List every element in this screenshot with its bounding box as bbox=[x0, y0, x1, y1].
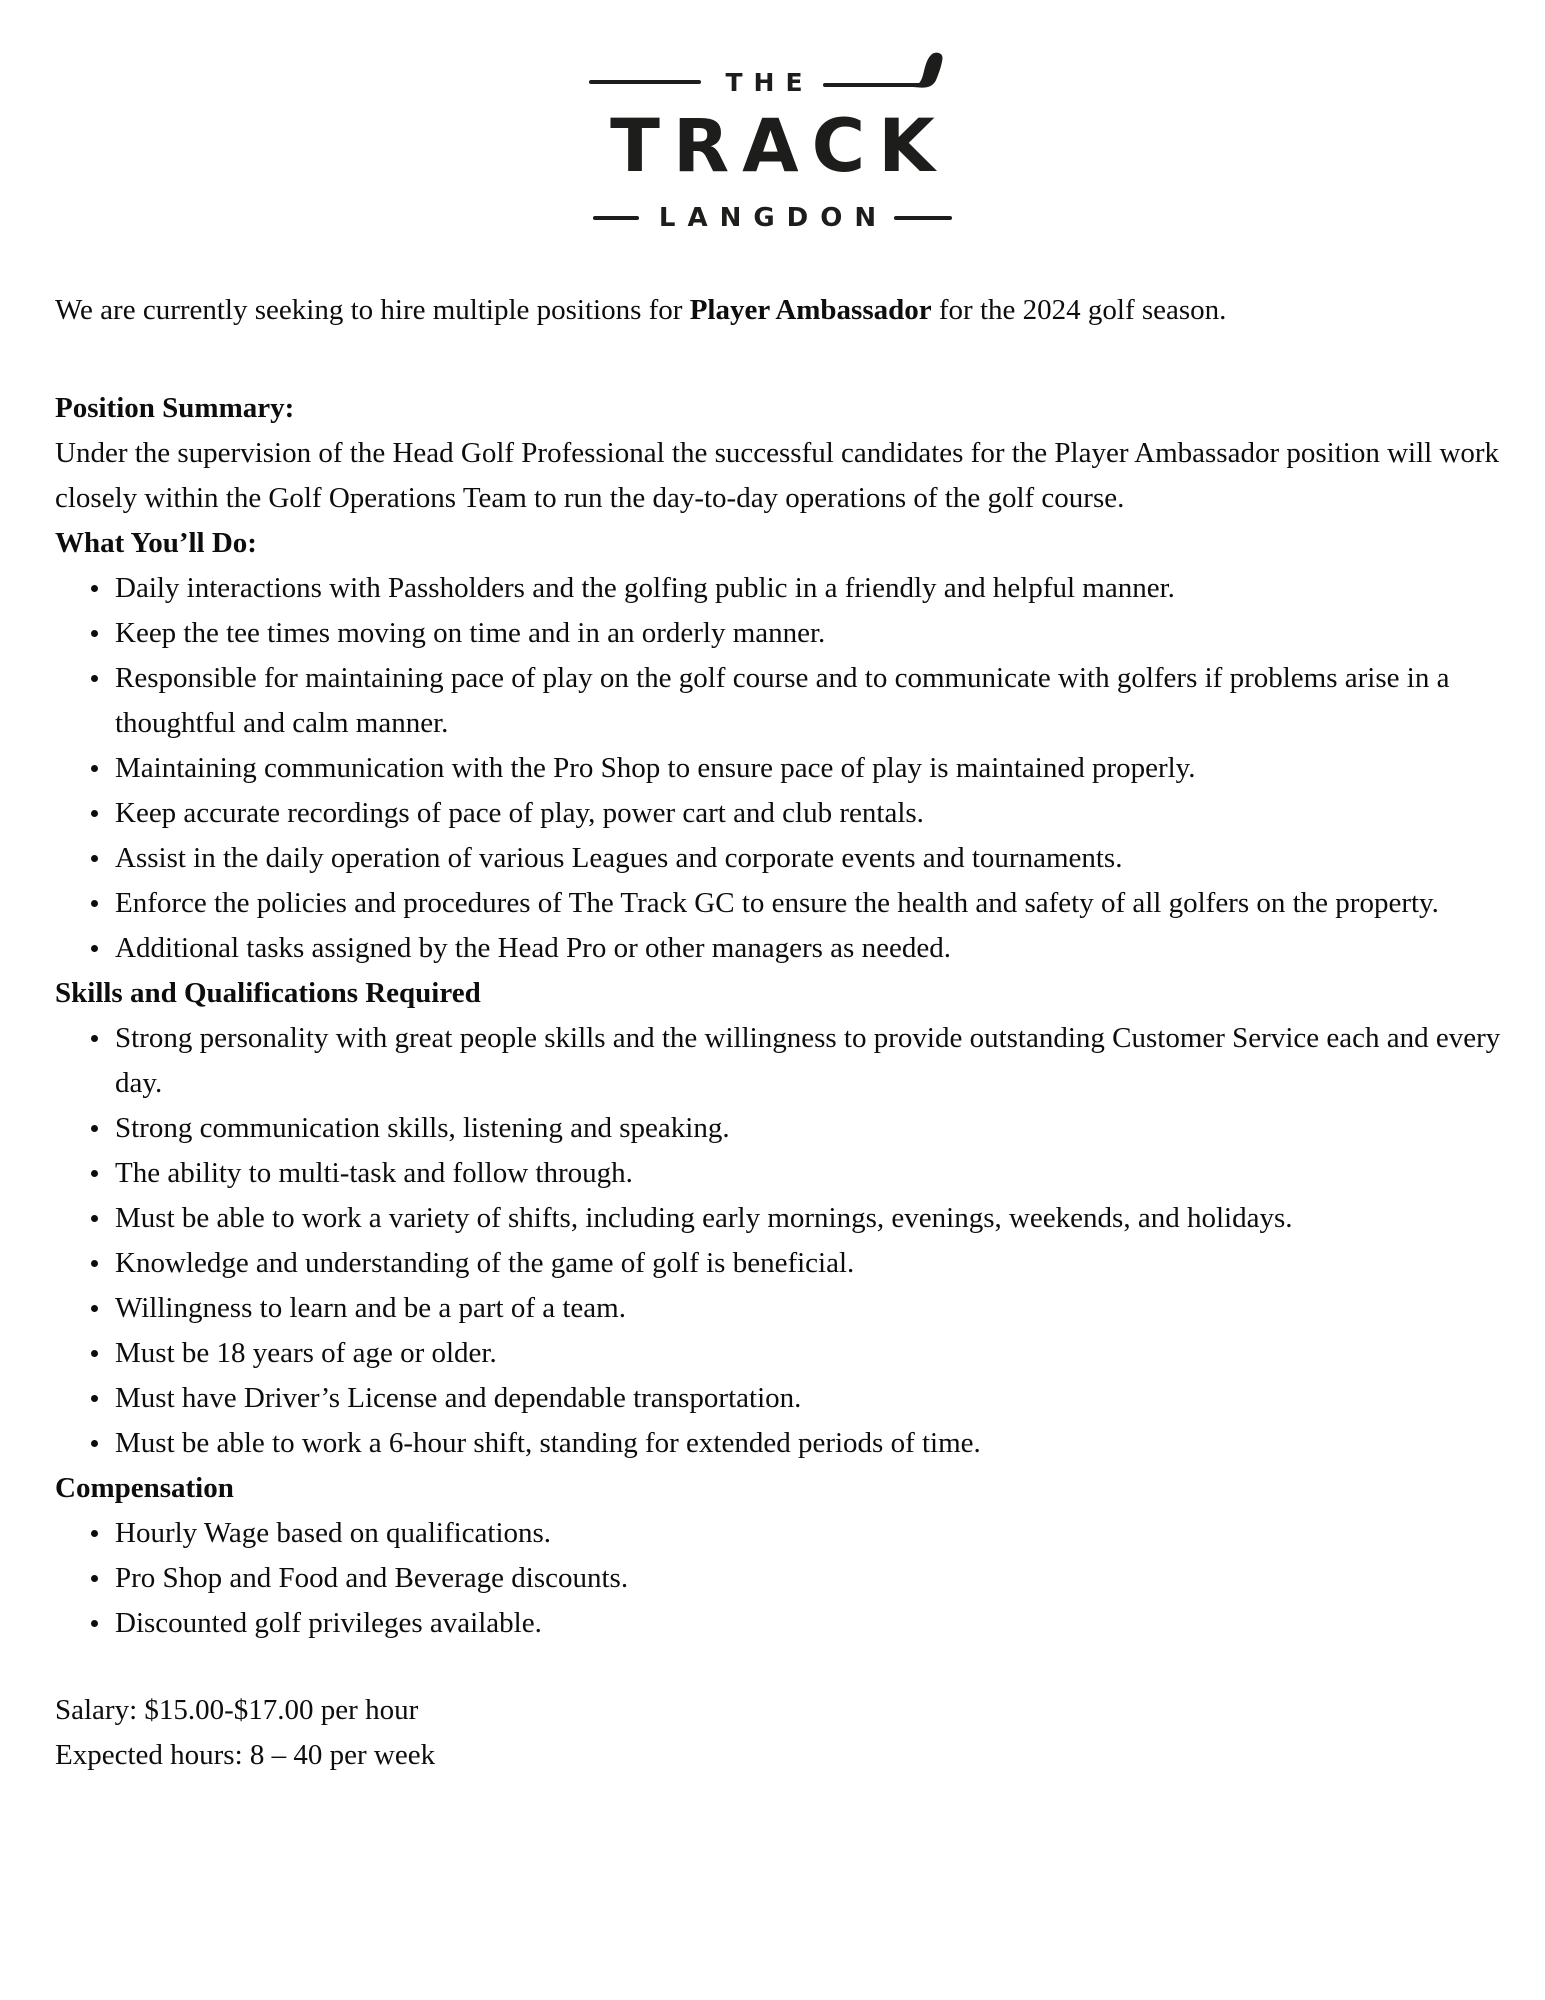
bullet-dot bbox=[91, 765, 98, 772]
left-dash bbox=[593, 216, 639, 220]
bullet-dot bbox=[91, 1620, 98, 1627]
bullet-text: Hourly Wage based on qualifications. bbox=[115, 1517, 552, 1549]
bullet-dot bbox=[91, 1395, 98, 1402]
intro-paragraph bbox=[55, 288, 1518, 333]
left-rule bbox=[589, 80, 701, 84]
bullet-dot bbox=[91, 630, 98, 637]
intro-text-after: for the 2024 golf season. bbox=[931, 294, 1227, 326]
list-item bbox=[55, 1106, 1518, 1151]
bullet-text: Responsible for maintaining pace of play on the golf course and to communicate with golfers if problems arise in a thoughtful and calm manner. bbox=[115, 662, 1450, 739]
bullet-text: Maintaining communication with the Pro Shop to ensure pace of play is maintained properly. bbox=[115, 752, 1196, 784]
bullet-text: Knowledge and understanding of the game of golf is beneficial. bbox=[115, 1247, 855, 1279]
heading-position-summary: Position Summary: bbox=[55, 392, 295, 424]
bullet-dot bbox=[91, 945, 98, 952]
heading-compensation: Compensation bbox=[55, 1472, 234, 1504]
bullet-dot bbox=[91, 1575, 98, 1582]
bullet-text: Assist in the daily operation of various Leagues and corporate events and tournaments. bbox=[115, 842, 1123, 874]
bullet-text: Additional tasks assigned by the Head Pro or other managers as needed. bbox=[115, 932, 951, 964]
bullet-text: Keep accurate recordings of pace of play, power cart and club rentals. bbox=[115, 797, 924, 829]
heading-what-youll-do: What You’ll Do: bbox=[55, 527, 257, 559]
bullet-dot bbox=[91, 675, 98, 682]
list-item bbox=[55, 1016, 1518, 1106]
intro-position-name: Player Ambassador bbox=[689, 294, 932, 326]
intro-text-before: We are currently seeking to hire multiple positions for bbox=[55, 294, 690, 326]
bullet-dot bbox=[91, 1035, 98, 1042]
bullet-text: The ability to multi-task and follow through. bbox=[115, 1157, 633, 1189]
list-item bbox=[55, 746, 1518, 791]
bullet-text: Daily interactions with Passholders and the golfing public in a friendly and helpful manner. bbox=[115, 572, 1175, 604]
bullet-text: Strong communication skills, listening and speaking. bbox=[115, 1112, 730, 1144]
bullet-text: Discounted golf privileges available. bbox=[115, 1607, 542, 1639]
logo-top-row bbox=[589, 58, 955, 106]
bullet-dot bbox=[91, 1350, 98, 1357]
skills-qualifications-list bbox=[55, 1016, 1518, 1466]
list-item bbox=[55, 656, 1518, 746]
logo-langdon-label: LANGDON bbox=[658, 203, 889, 233]
list-item bbox=[55, 881, 1518, 926]
list-item bbox=[55, 1286, 1518, 1331]
list-item bbox=[55, 791, 1518, 836]
list-item bbox=[55, 1196, 1518, 1241]
bullet-dot bbox=[91, 1305, 98, 1312]
bullet-dot bbox=[91, 1260, 98, 1267]
bullet-dot bbox=[91, 585, 98, 592]
bullet-dot bbox=[91, 1440, 98, 1447]
document-body bbox=[55, 288, 1518, 1778]
bullet-dot bbox=[91, 1125, 98, 1132]
track-langdon-logo bbox=[0, 58, 1545, 231]
expected-hours-line: Expected hours: 8 – 40 per week bbox=[55, 1739, 436, 1771]
heading-skills-qualifications: Skills and Qualifications Required bbox=[55, 977, 481, 1009]
bullet-text: Must be 18 years of age or older. bbox=[115, 1337, 497, 1369]
bullet-text: Pro Shop and Food and Beverage discounts. bbox=[115, 1562, 629, 1594]
list-item bbox=[55, 1241, 1518, 1286]
right-dash bbox=[894, 216, 952, 220]
compensation-list bbox=[55, 1511, 1518, 1646]
list-item bbox=[55, 611, 1518, 656]
list-item bbox=[55, 1376, 1518, 1421]
bullet-dot bbox=[91, 1170, 98, 1177]
position-summary-paragraph: Under the supervision of the Head Golf Professional the successful candidates for the Player Ambassador position will work closely within the Golf Operations Team to run the day-to-day operations of the golf course. bbox=[55, 437, 1500, 514]
list-item bbox=[55, 1421, 1518, 1466]
bullet-dot bbox=[91, 900, 98, 907]
list-item bbox=[55, 836, 1518, 881]
bullet-dot bbox=[91, 855, 98, 862]
bullet-text: Willingness to learn and be a part of a team. bbox=[115, 1292, 626, 1324]
logo-the-label: THE bbox=[725, 67, 814, 97]
bullet-text: Strong personality with great people skills and the willingness to provide outstanding Customer Service each and every day. bbox=[115, 1022, 1501, 1099]
bullet-text: Must have Driver’s License and dependable transportation. bbox=[115, 1382, 802, 1414]
list-item bbox=[55, 1556, 1518, 1601]
list-item bbox=[55, 1331, 1518, 1376]
pay-details bbox=[55, 1688, 1518, 1778]
golf-club-icon bbox=[822, 49, 956, 97]
list-item bbox=[55, 1601, 1518, 1646]
list-item bbox=[55, 1511, 1518, 1556]
list-item bbox=[55, 1151, 1518, 1196]
salary-line: Salary: $15.00-$17.00 per hour bbox=[55, 1694, 419, 1726]
bullet-text: Enforce the policies and procedures of The Track GC to ensure the health and safety of all golfers on the property. bbox=[115, 887, 1439, 919]
list-item bbox=[55, 566, 1518, 611]
bullet-dot bbox=[91, 810, 98, 817]
what-youll-do-list bbox=[55, 566, 1518, 971]
bullet-dot bbox=[91, 1530, 98, 1537]
bullet-text: Must be able to work a variety of shifts, including early mornings, evenings, weekends, and holidays. bbox=[115, 1202, 1293, 1234]
list-item bbox=[55, 926, 1518, 971]
logo-wordmark: TRACK bbox=[610, 104, 948, 189]
bullet-text: Keep the tee times moving on time and in an orderly manner. bbox=[115, 617, 826, 649]
logo-bottom-row bbox=[593, 205, 952, 231]
bullet-text: Must be able to work a 6-hour shift, standing for extended periods of time. bbox=[115, 1427, 981, 1459]
bullet-dot bbox=[91, 1215, 98, 1222]
